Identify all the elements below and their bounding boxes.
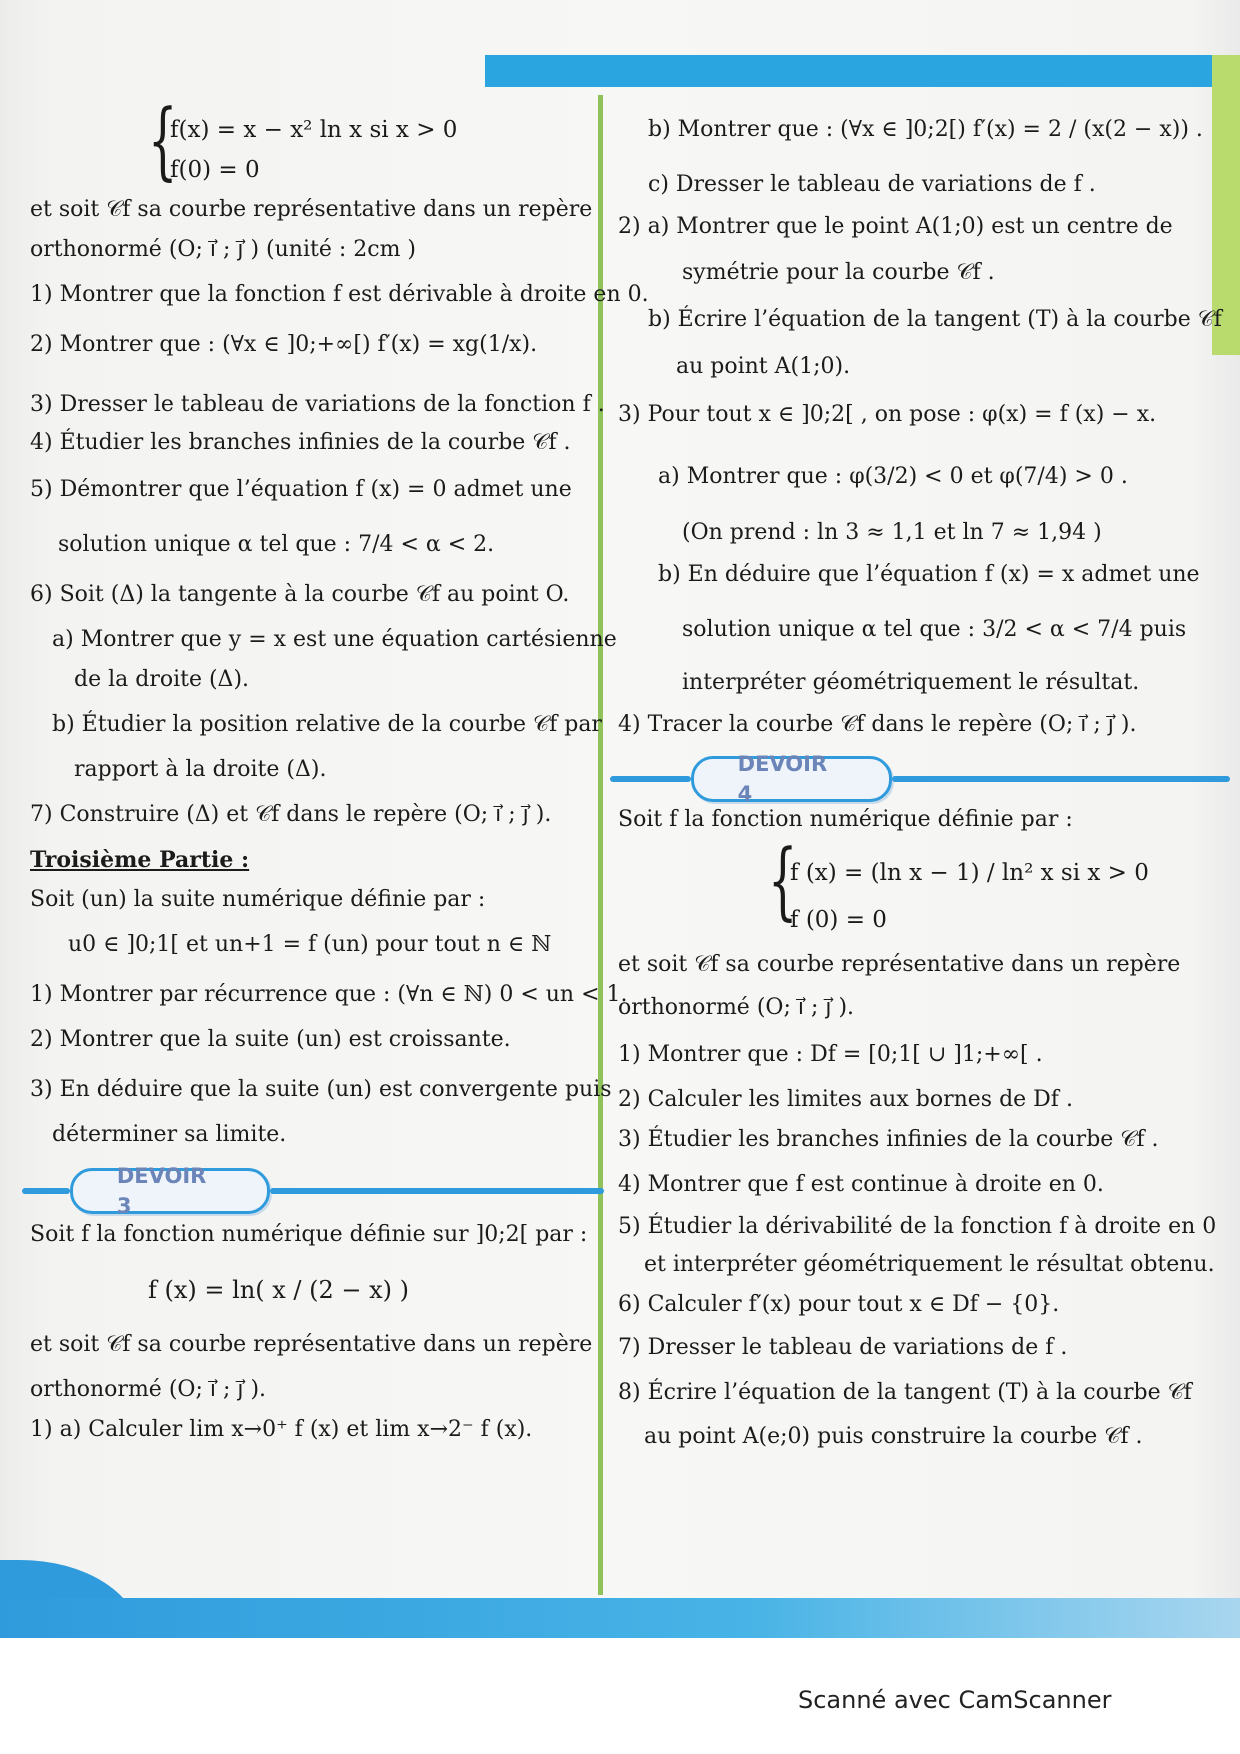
devoir-4-question-8: 8) Écrire l’équation de la tangent (T) à la courbe 𝒞f <box>618 1380 1192 1405</box>
question-4: 4) Étudier les branches infinies de la courbe 𝒞f . <box>30 430 571 455</box>
devoir-4-piecewise-1: f (x) = (ln x − 1) / ln² x si x > 0 <box>790 860 1149 886</box>
devoir-4-repere: orthonormé (O; i⃗ ; j⃗ ). <box>618 995 855 1020</box>
devoir-3-intro: Soit f la fonction numérique définie sur ]0;2[ par : <box>30 1222 588 1247</box>
devoir-4-curve-intro: et soit 𝒞f sa courbe représentative dans un repère <box>618 952 1181 977</box>
devoir-3-question-1a: 1) a) Calculer lim x→0⁺ f (x) et lim x→2⁻ f (x). <box>30 1417 533 1442</box>
question-6b: b) Étudier la position relative de la courbe 𝒞f par <box>52 712 602 737</box>
camscanner-footer: Scanné avec CamScanner <box>798 1686 1112 1714</box>
devoir-4-question-4: 4) Montrer que f est continue à droite en 0. <box>618 1172 1104 1197</box>
devoir-3-question-4: 4) Tracer la courbe 𝒞f dans le repère (O; i⃗ ; j⃗ ). <box>618 712 1137 737</box>
left-brace: { <box>148 91 178 189</box>
devoir-3-repere: orthonormé (O; i⃗ ; j⃗ ). <box>30 1377 267 1402</box>
devoir-3-line-right <box>270 1188 603 1194</box>
devoir-3-question-2a-cont: symétrie pour la courbe 𝒞f . <box>682 260 995 285</box>
question-3: 3) Dresser le tableau de variations de la fonction f . <box>30 392 605 417</box>
devoir-4-question-6: 6) Calculer f′(x) pour tout x ∈ Df − {0}. <box>618 1292 1060 1317</box>
top-blue-bar <box>485 55 1230 87</box>
question-7: 7) Construire (Δ) et 𝒞f dans le repère (O; i⃗ ; j⃗ ). <box>30 802 552 827</box>
section-heading-troisieme: Troisième Partie : <box>30 847 250 873</box>
column-divider <box>598 95 603 1595</box>
devoir-4-question-3: 3) Étudier les branches infinies de la courbe 𝒞f . <box>618 1127 1159 1152</box>
devoir-4-question-8-cont: au point A(e;0) puis construire la courbe 𝒞f . <box>644 1424 1143 1449</box>
right-brace: { <box>768 831 798 929</box>
devoir-3-question-3b-end: interpréter géométriquement le résultat. <box>682 670 1140 695</box>
question-6b-cont: rapport à la droite (Δ). <box>74 757 327 782</box>
devoir-3-question-1c: c) Dresser le tableau de variations de f . <box>648 172 1096 197</box>
devoir-4-badge: DEVOIR 4 <box>691 756 892 802</box>
piecewise-line-2: f(0) = 0 <box>170 157 260 183</box>
question-2: 2) Montrer que : (∀x ∈ ]0;+∞[) f′(x) = xg(1/x). <box>30 332 538 357</box>
devoir-3-question-2b-cont: au point A(1;0). <box>676 354 851 379</box>
suite-definition: u0 ∈ ]0;1[ et un+1 = f (un) pour tout n ∈ ℕ <box>68 932 552 957</box>
question-6a: a) Montrer que y = x est une équation cartésienne <box>52 627 617 652</box>
curve-intro: et soit 𝒞f sa courbe représentative dans un repère <box>30 197 593 222</box>
devoir-3-curve-intro: et soit 𝒞f sa courbe représentative dans un repère <box>30 1332 593 1357</box>
devoir-4-line-right <box>892 776 1230 782</box>
devoir-3-question-2a: 2) a) Montrer que le point A(1;0) est un centre de <box>618 214 1173 239</box>
devoir-4-question-2: 2) Calculer les limites aux bornes de Df . <box>618 1087 1073 1112</box>
devoir-3-question-3a: a) Montrer que : φ(3/2) < 0 et φ(7/4) > 0 . <box>658 464 1128 489</box>
piecewise-line-1: f(x) = x − x² ln x si x > 0 <box>170 117 458 143</box>
question-5-cont: solution unique α tel que : 7/4 < α < 2. <box>58 532 495 557</box>
bottom-blue-band <box>0 1598 1240 1638</box>
devoir-3-question-3b: b) En déduire que l’équation f (x) = x admet une <box>658 562 1200 587</box>
devoir-4-question-1: 1) Montrer que : Df = [0;1[ ∪ ]1;+∞[ . <box>618 1042 1043 1067</box>
devoir-3-note-ln: (On prend : ln 3 ≈ 1,1 et ln 7 ≈ 1,94 ) <box>682 520 1102 545</box>
suite-question-3: 3) En déduire que la suite (un) est convergente puis <box>30 1077 612 1102</box>
devoir-4-line-left <box>610 776 691 782</box>
question-5: 5) Démontrer que l’équation f (x) = 0 admet une <box>30 477 572 502</box>
suite-question-2: 2) Montrer que la suite (un) est croissante. <box>30 1027 511 1052</box>
devoir-3-question-2b: b) Écrire l’équation de la tangent (T) à la courbe 𝒞f <box>648 307 1222 332</box>
devoir-4-question-5: 5) Étudier la dérivabilité de la fonction f à droite en 0 <box>618 1214 1217 1239</box>
question-1: 1) Montrer que la fonction f est dérivable à droite en 0. <box>30 282 649 307</box>
devoir-3-line-left <box>22 1188 70 1194</box>
suite-intro: Soit (un) la suite numérique définie par : <box>30 887 486 912</box>
suite-question-3-cont: déterminer sa limite. <box>52 1122 287 1147</box>
devoir-4-piecewise-2: f (0) = 0 <box>790 907 887 933</box>
repere-line: orthonormé (O; i⃗ ; j⃗ ) (unité : 2cm ) <box>30 237 417 262</box>
devoir-3-function: f (x) = ln( x / (2 − x) ) <box>148 1276 410 1304</box>
suite-question-1: 1) Montrer par récurrence que : (∀n ∈ ℕ) 0 < un < 1. <box>30 982 628 1007</box>
devoir-4-question-7: 7) Dresser le tableau de variations de f . <box>618 1335 1068 1360</box>
devoir-4-question-5-cont: et interpréter géométriquement le résultat obtenu. <box>644 1252 1215 1277</box>
question-6: 6) Soit (Δ) la tangente à la courbe 𝒞f au point O. <box>30 582 570 607</box>
devoir-3-header <box>22 1164 604 1218</box>
devoir-4-intro: Soit f la fonction numérique définie par : <box>618 807 1073 832</box>
devoir-3-question-3b-cont: solution unique α tel que : 3/2 < α < 7/4 puis <box>682 617 1187 642</box>
devoir-3-badge: DEVOIR 3 <box>70 1168 271 1214</box>
devoir-4-header <box>610 752 1230 806</box>
question-6a-cont: de la droite (Δ). <box>74 667 250 692</box>
devoir-3-question-1b: b) Montrer que : (∀x ∈ ]0;2[) f′(x) = 2 / (x(2 − x)) . <box>648 117 1203 142</box>
devoir-3-question-3: 3) Pour tout x ∈ ]0;2[ , on pose : φ(x) = f (x) − x. <box>618 402 1157 427</box>
